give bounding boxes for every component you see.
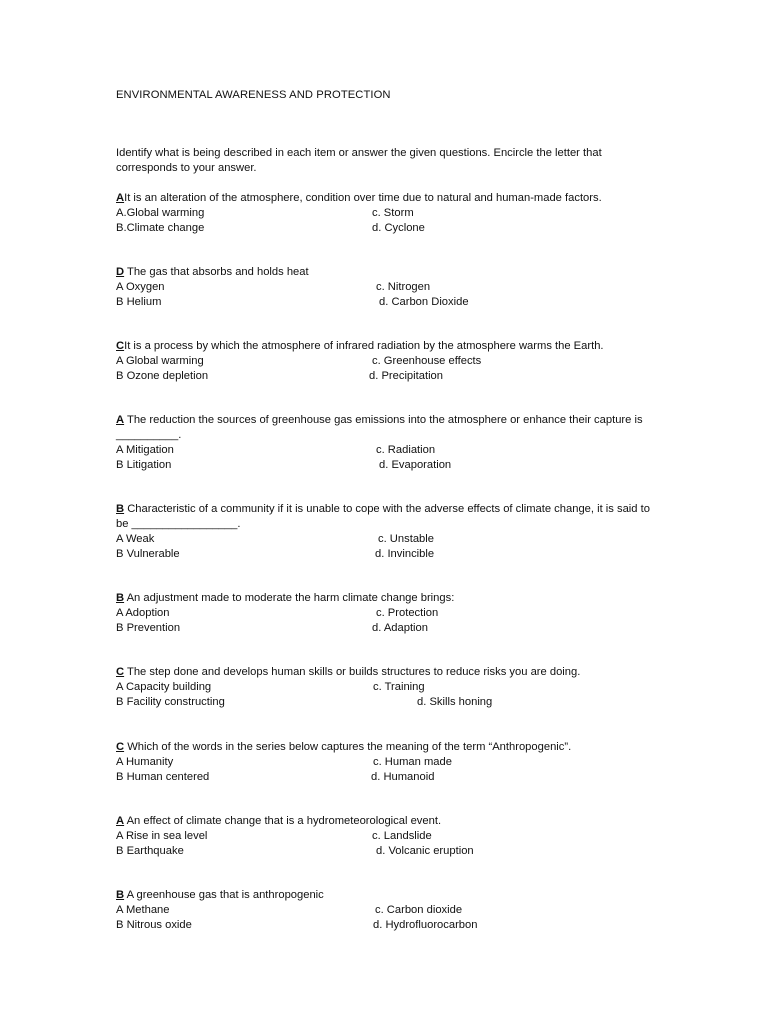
option-row: [116, 695, 656, 710]
option-row: [116, 532, 656, 547]
option-a[interactable]: A Methane: [116, 904, 170, 916]
option-c[interactable]: c. Nitrogen: [376, 281, 431, 293]
question-stem: [116, 888, 656, 903]
option-d[interactable]: d. Evaporation: [379, 459, 452, 471]
option-row: [116, 443, 656, 458]
question-text: It is a process by which the atmosphere of infrared radiation by the atmosphere warms the Earth.: [124, 340, 604, 352]
option-c[interactable]: c. Carbon dioxide: [375, 904, 463, 916]
option-c[interactable]: c. Storm: [372, 207, 414, 219]
option-b[interactable]: B Prevention: [116, 622, 181, 634]
document-title: ENVIRONMENTAL AWARENESS AND PROTECTION: [116, 89, 391, 101]
question-8: [116, 740, 656, 785]
question-stem: [116, 413, 656, 443]
option-row: [116, 547, 656, 562]
answer-letter: C: [116, 741, 125, 753]
question-6: [116, 591, 656, 636]
option-c[interactable]: c. Radiation: [376, 444, 436, 456]
option-row: [116, 844, 656, 859]
option-b[interactable]: B Human centered: [116, 771, 210, 783]
option-b[interactable]: B Litigation: [116, 459, 172, 471]
option-c[interactable]: c. Landslide: [372, 830, 432, 842]
option-b[interactable]: B Earthquake: [116, 845, 184, 857]
option-d[interactable]: d. Volcanic eruption: [376, 845, 474, 857]
option-a[interactable]: A Oxygen: [116, 281, 165, 293]
answer-letter: B: [116, 889, 125, 901]
question-stem: [116, 740, 656, 755]
question-9: [116, 814, 656, 859]
answer-letter: A: [116, 414, 125, 426]
question-2: [116, 265, 656, 310]
option-row: [116, 621, 656, 636]
option-a[interactable]: A Capacity building: [116, 681, 212, 693]
answer-letter: B: [116, 592, 125, 604]
question-stem: [116, 191, 656, 206]
option-c[interactable]: c. Protection: [376, 607, 439, 619]
option-b[interactable]: B Ozone depletion: [116, 370, 209, 382]
option-b[interactable]: B.Climate change: [116, 222, 205, 234]
question-text: The step done and develops human skills or builds structures to reduce risks you are doing.: [124, 666, 581, 678]
option-a[interactable]: A Adoption: [116, 607, 170, 619]
question-text: An effect of climate change that is a hydrometeorological event.: [124, 815, 442, 827]
option-b[interactable]: B Vulnerable: [116, 548, 180, 560]
option-row: [116, 295, 656, 310]
option-b[interactable]: B Nitrous oxide: [116, 919, 192, 931]
answer-letter: D: [116, 266, 125, 278]
option-c[interactable]: c. Unstable: [378, 533, 434, 545]
question-text: Which of the words in the series below captures the meaning of the term “Anthropogenic”.: [124, 741, 572, 753]
option-b[interactable]: B Facility constructing: [116, 696, 225, 708]
question-4: [116, 413, 656, 473]
option-d[interactable]: d. Adaption: [372, 622, 428, 634]
option-row: [116, 829, 656, 844]
instructions-text: Identify what is being described in each item or answer the given questions. Encircle the letter that corresponds to your answer.: [116, 147, 602, 174]
question-7: [116, 665, 656, 710]
option-d[interactable]: d. Invincible: [375, 548, 435, 560]
answer-letter: A: [116, 192, 125, 204]
question-stem: [116, 339, 656, 354]
option-row: [116, 280, 656, 295]
question-text: An adjustment made to moderate the harm climate change brings:: [124, 592, 455, 604]
option-row: [116, 918, 656, 933]
question-stem: [116, 591, 656, 606]
question-text: It is an alteration of the atmosphere, condition over time due to natural and human-made factors.: [124, 192, 602, 204]
option-row: [116, 369, 656, 384]
question-3: [116, 339, 656, 384]
question-text: A greenhouse gas that is anthropogenic: [124, 889, 324, 901]
option-a[interactable]: A Weak: [116, 533, 155, 545]
option-row: [116, 680, 656, 695]
question-stem: [116, 814, 656, 829]
question-text: The gas that absorbs and holds heat: [124, 266, 309, 278]
question-stem: [116, 502, 656, 532]
option-c[interactable]: c. Training: [373, 681, 425, 693]
option-row: [116, 354, 656, 369]
question-10: [116, 888, 656, 933]
option-d[interactable]: d. Humanoid: [371, 771, 435, 783]
option-d[interactable]: d. Skills honing: [417, 696, 493, 708]
option-row: [116, 770, 656, 785]
option-row: [116, 221, 656, 236]
question-text: Characteristic of a community if it is unable to cope with the adverse effects of climate change, it is said to be _________________.: [116, 503, 650, 530]
option-c[interactable]: c. Greenhouse effects: [372, 355, 482, 367]
question-1: [116, 191, 656, 236]
option-a[interactable]: A.Global warming: [116, 207, 205, 219]
option-a[interactable]: A Global warming: [116, 355, 204, 367]
question-5: [116, 502, 656, 562]
answer-letter: C: [116, 666, 125, 678]
option-d[interactable]: d. Precipitation: [369, 370, 444, 382]
option-d[interactable]: d. Cyclone: [372, 222, 425, 234]
option-row: [116, 458, 656, 473]
answer-letter: B: [116, 503, 125, 515]
option-row: [116, 903, 656, 918]
answer-letter: A: [116, 815, 125, 827]
option-row: [116, 755, 656, 770]
option-c[interactable]: c. Human made: [373, 756, 452, 768]
option-d[interactable]: d. Carbon Dioxide: [379, 296, 469, 308]
question-stem: [116, 665, 656, 680]
option-a[interactable]: A Rise in sea level: [116, 830, 208, 842]
option-row: [116, 206, 656, 221]
question-text: The reduction the sources of greenhouse gas emissions into the atmosphere or enhance their capture is __________.: [116, 414, 643, 441]
option-d[interactable]: d. Hydrofluorocarbon: [373, 919, 478, 931]
question-stem: [116, 265, 656, 280]
option-a[interactable]: A Mitigation: [116, 444, 174, 456]
answer-letter: C: [116, 340, 125, 352]
option-row: [116, 606, 656, 621]
option-b[interactable]: B Helium: [116, 296, 162, 308]
option-a[interactable]: A Humanity: [116, 756, 174, 768]
